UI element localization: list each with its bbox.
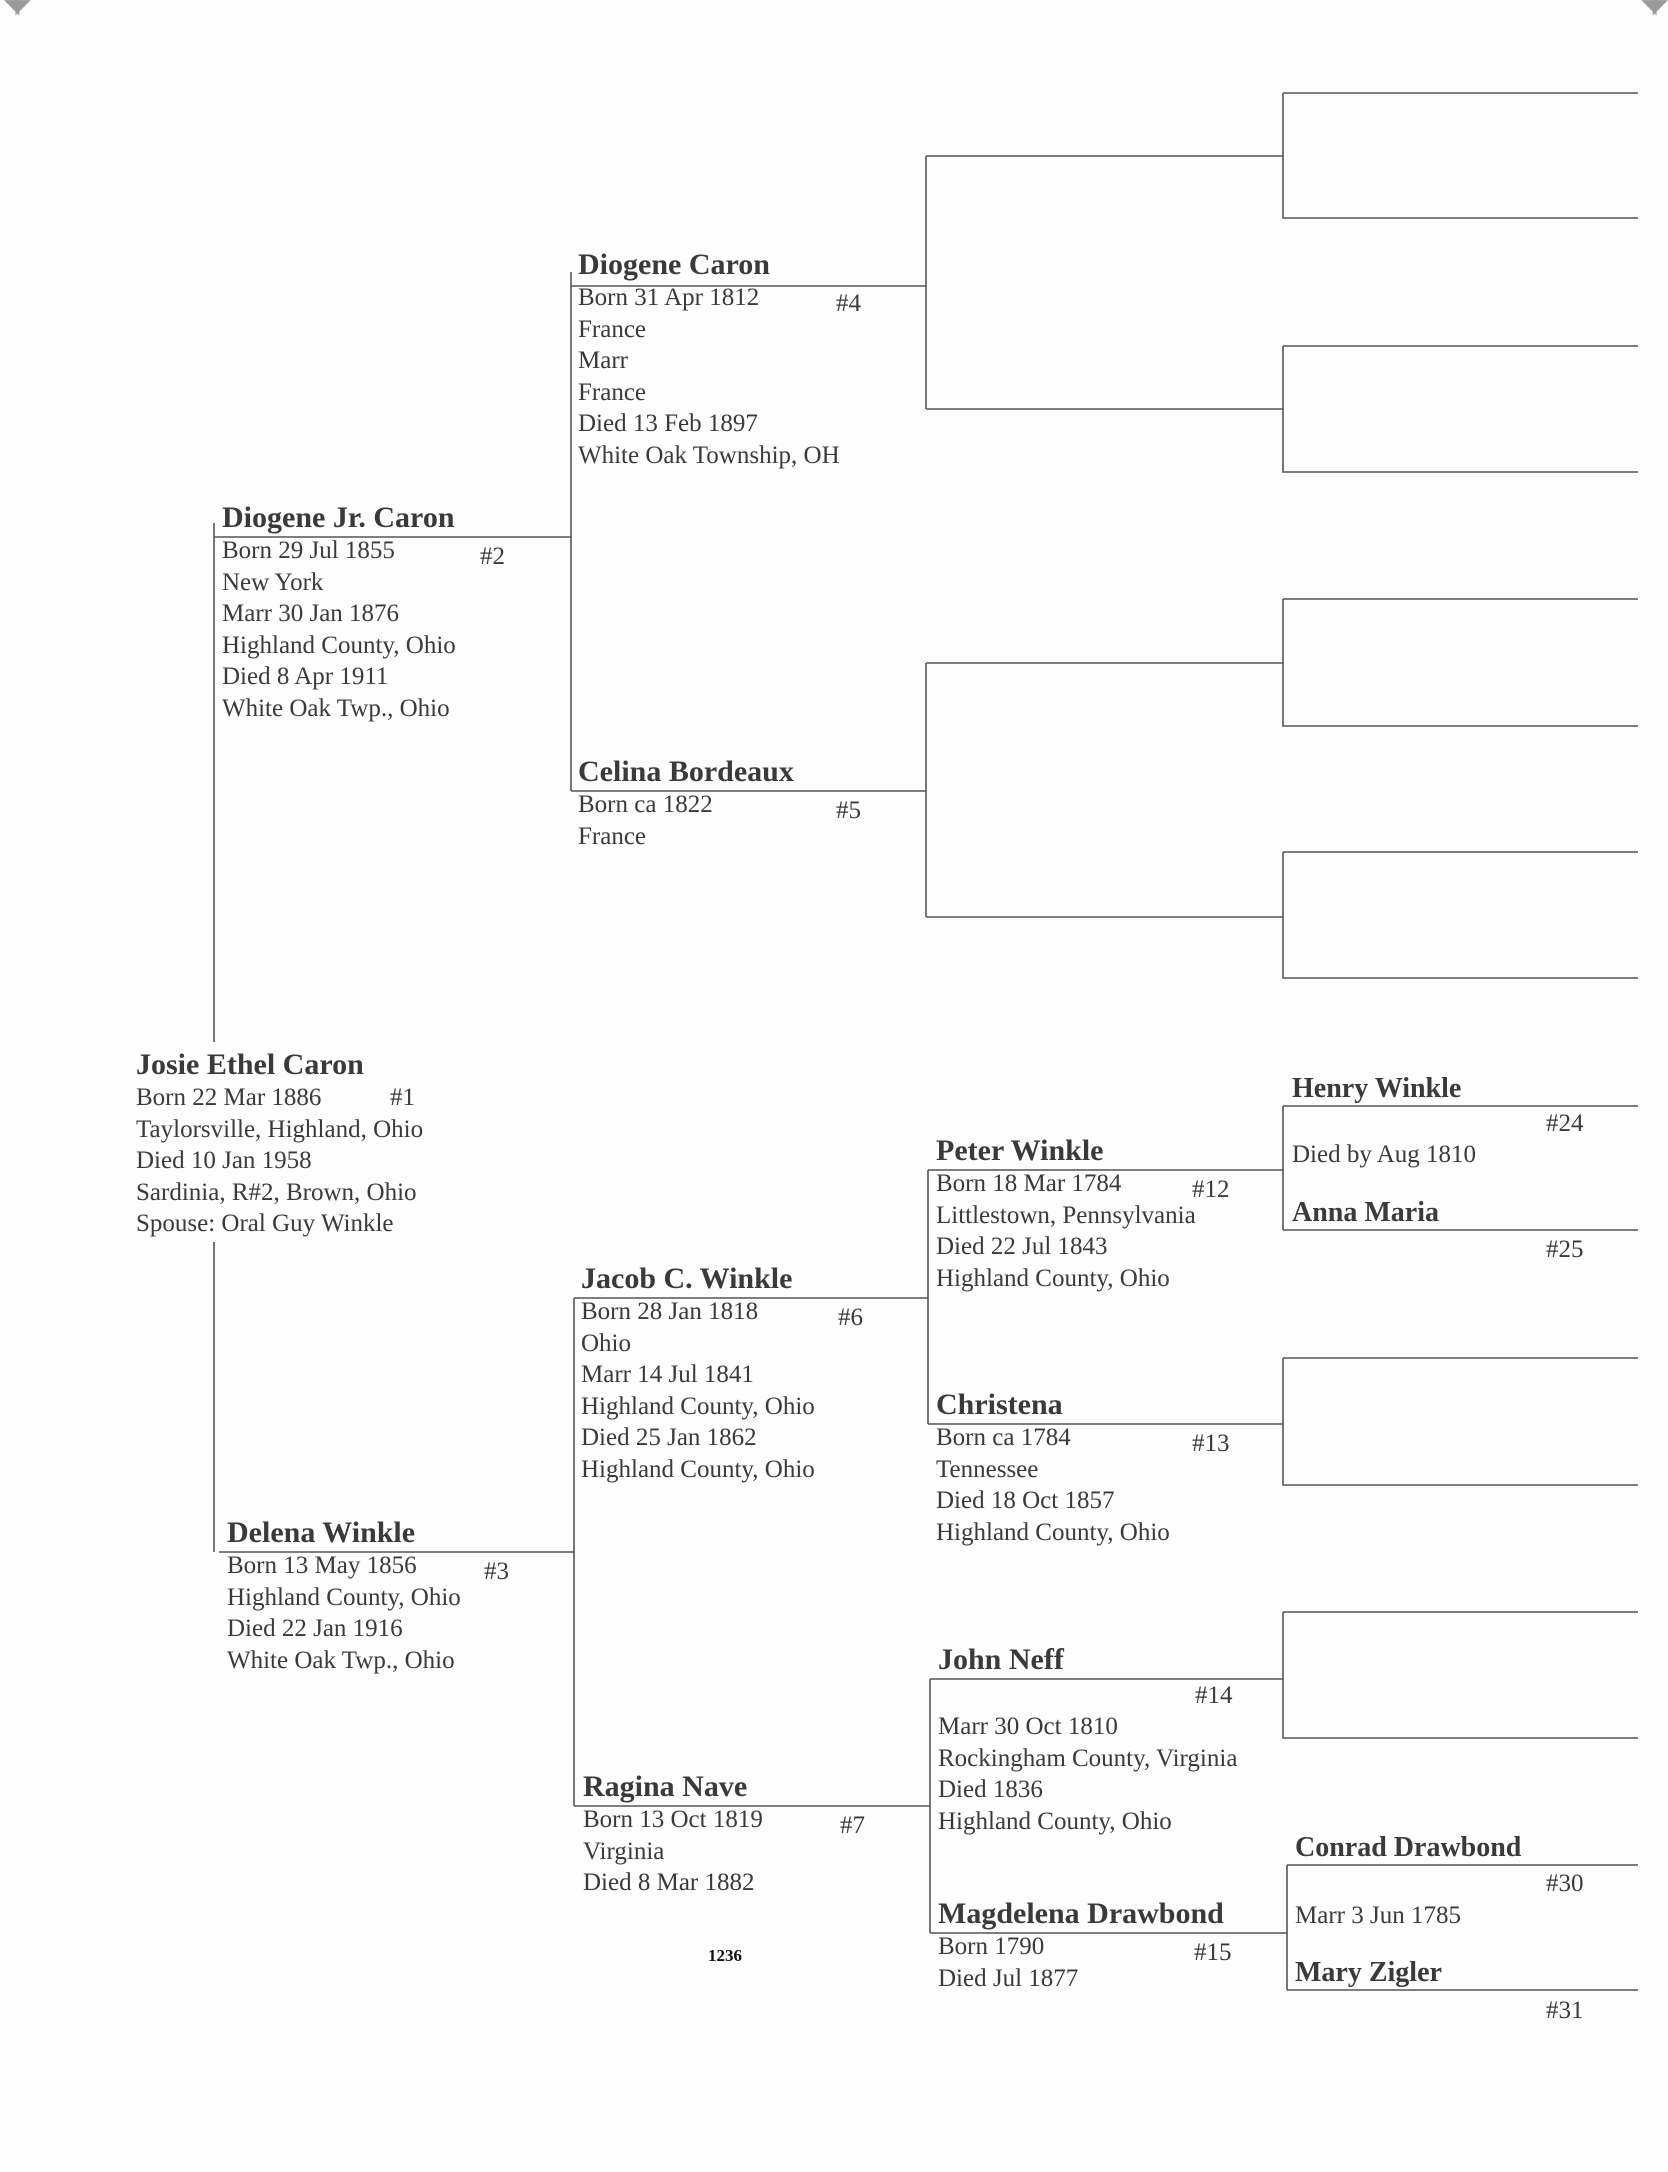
person-name: Delena Winkle <box>227 1516 416 1549</box>
scan-corner-mark-left: ◥◤ <box>4 0 27 18</box>
person-detail: Died 10 Jan 1958 <box>136 1147 312 1175</box>
person-detail: Marr 30 Jan 1876 <box>222 600 400 628</box>
person-detail: Marr 30 Oct 1810 <box>938 1713 1118 1740</box>
person-number: #1 <box>390 1084 415 1111</box>
person-detail: France <box>578 378 647 406</box>
person-number-25: #25 <box>1546 1236 1584 1263</box>
person-detail: Marr 14 Jul 1841 <box>581 1361 754 1389</box>
person-detail: White Oak Twp., Ohio <box>222 694 450 722</box>
person-detail: Highland County, Ohio <box>581 1455 815 1483</box>
person-name: Magdelena Drawbond <box>938 1897 1224 1930</box>
person-detail: Died 22 Jul 1843 <box>936 1233 1108 1261</box>
person-detail: White Oak Twp., Ohio <box>227 1646 455 1674</box>
person-13 <box>936 1388 1230 1548</box>
person-name: Jacob C. Winkle <box>581 1262 793 1295</box>
person-detail: New York <box>222 568 324 596</box>
person-number: #15 <box>1194 1939 1232 1966</box>
person-number: #7 <box>840 1812 865 1839</box>
person-detail: Died 13 Feb 1897 <box>578 410 758 438</box>
person-6 <box>581 1262 863 1486</box>
person-detail: Littlestown, Pennsylvania <box>936 1201 1196 1229</box>
person-15 <box>938 1897 1232 1994</box>
person-detail-24: Died by Aug 1810 <box>1292 1141 1477 1168</box>
person-number-24: #24 <box>1546 1110 1584 1137</box>
person-name: Anna Maria <box>1292 1197 1439 1228</box>
page-number: 1236 <box>708 1946 742 1965</box>
person-name: Christena <box>936 1388 1063 1421</box>
person-detail: Died 25 Jan 1862 <box>581 1424 757 1452</box>
person-detail: Highland County, Ohio <box>938 1807 1172 1835</box>
person-name: Conrad Drawbond <box>1295 1832 1522 1863</box>
person-number: #2 <box>480 543 505 570</box>
person-detail: Spouse: Oral Guy Winkle <box>136 1210 394 1238</box>
person-name: John Neff <box>938 1643 1064 1676</box>
person-detail: Highland County, Ohio <box>936 1264 1170 1292</box>
person-detail: Ohio <box>581 1329 631 1357</box>
person-number: #5 <box>836 797 861 824</box>
person-number: #3 <box>484 1558 509 1585</box>
person-2 <box>222 501 505 725</box>
person-detail: Born 13 May 1856 <box>227 1552 417 1579</box>
person-7 <box>583 1770 865 1899</box>
person-detail: Died Jul 1877 <box>938 1964 1079 1992</box>
person-14 <box>938 1643 1237 1837</box>
person-detail: Highland County, Ohio <box>227 1583 461 1611</box>
person-3 <box>227 1516 509 1676</box>
person-25 <box>1292 1196 1439 1230</box>
person-detail: Taylorsville, Highland, Ohio <box>136 1115 424 1143</box>
person-detail: Died 18 Oct 1857 <box>936 1487 1115 1515</box>
person-detail: Born 13 Oct 1819 <box>583 1806 763 1833</box>
person-detail: Sardinia, R#2, Brown, Ohio <box>136 1178 417 1206</box>
person-detail: Highland County, Ohio <box>581 1392 815 1420</box>
person-name: Celina Bordeaux <box>578 755 794 788</box>
person-detail: Rockingham County, Virginia <box>938 1744 1238 1772</box>
person-12 <box>936 1134 1230 1294</box>
person-detail: Died 1836 <box>938 1776 1043 1804</box>
person-detail: Highland County, Ohio <box>936 1518 1170 1546</box>
person-number-31: #31 <box>1546 1997 1584 2024</box>
connector-p10-p11 <box>926 599 1638 978</box>
scan-corner-mark-right: ◥◤ <box>1641 0 1664 18</box>
person-detail: Born 18 Mar 1784 <box>936 1170 1122 1197</box>
person-number-30: #30 <box>1546 1870 1584 1897</box>
person-detail: Born 22 Mar 1886 <box>136 1084 322 1111</box>
person-number: #6 <box>838 1304 863 1331</box>
person-30 <box>1295 1831 1521 1865</box>
person-number: #12 <box>1192 1176 1230 1203</box>
person-name: Diogene Caron <box>578 248 770 281</box>
person-detail: Tennessee <box>936 1455 1039 1483</box>
person-detail: Born 29 Jul 1855 <box>222 537 395 564</box>
person-name: Peter Winkle <box>936 1134 1104 1167</box>
person-detail: Virginia <box>583 1837 665 1865</box>
person-1 <box>136 1048 423 1240</box>
person-detail: France <box>578 822 647 850</box>
person-detail: Born ca 1784 <box>936 1424 1071 1451</box>
connector-p8-p9 <box>926 93 1638 472</box>
person-detail: Died 22 Jan 1916 <box>227 1615 403 1643</box>
person-24 <box>1292 1072 1461 1106</box>
person-4 <box>578 248 861 472</box>
person-5 <box>578 755 861 852</box>
person-name: Ragina Nave <box>583 1770 748 1803</box>
person-detail: Born 31 Apr 1812 <box>578 284 760 311</box>
person-name: Mary Zigler <box>1295 1957 1442 1988</box>
person-detail: Died 8 Mar 1882 <box>583 1869 755 1897</box>
person-number: #4 <box>836 290 861 317</box>
person-detail: Marr <box>578 347 628 375</box>
person-detail-30: Marr 3 Jun 1785 <box>1295 1902 1461 1929</box>
person-name: Josie Ethel Caron <box>136 1048 364 1081</box>
person-31 <box>1295 1956 1442 1990</box>
person-number: #13 <box>1192 1430 1230 1457</box>
person-name: Henry Winkle <box>1292 1073 1462 1104</box>
person-detail: France <box>578 315 647 343</box>
person-number: #14 <box>1195 1682 1233 1709</box>
person-detail: Born ca 1822 <box>578 791 713 818</box>
person-detail: Died 8 Apr 1911 <box>222 663 389 691</box>
person-detail: White Oak Township, OH <box>578 441 840 469</box>
person-name: Diogene Jr. Caron <box>222 501 455 534</box>
person-detail: Highland County, Ohio <box>222 631 456 659</box>
person-detail: Born 1790 <box>938 1933 1045 1960</box>
person-detail: Born 28 Jan 1818 <box>581 1298 759 1325</box>
